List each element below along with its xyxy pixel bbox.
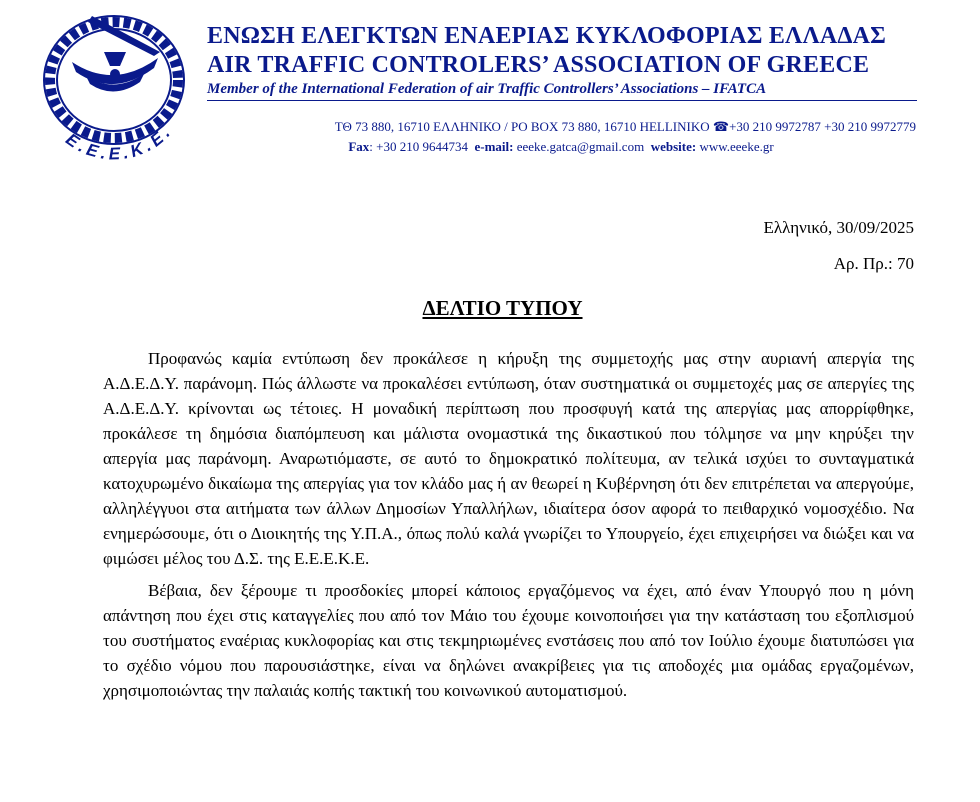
body-paragraph-1: Προφανώς καμία εντύπωση δεν προκάλεσε η κήρυξη της συμμετοχής μας στην αυριανή απεργία της Α.Δ.Ε.Δ.Υ. παράνομη. Πώς άλλωστε να προκαλέσει εντύπωση, όταν συστηματικά οι συμμετοχές μας σε απεργίες της Α.Δ.Ε.Δ.Υ. κρίνονται ως τέτοιες. Η μοναδική περίπτωση που προσφυγή κατά της απεργίας μας απορρίφθηκε, προκάλεσε τη δημόσια διαπόμπευση και μάλιστα ονομαστικά της δικαστικού που τόλμησε να μην κηρύξει την απεργία μας παράνομη. Αναρωτιόμαστε, σε αυτό το δημοκρατικό πολίτευμα, αν τελικά ισχύει το συνταγματικά κατοχυρωμένο δικαίωμα της απεργίας για τον κλάδο μας ή αν θεωρεί η Κυβέρνηση ότι δεν επιτρέπεται να απεργούμε, αλληλέγγυοι στα αιτήματα των άλλων Δημοσίων Υπαλλήλων, ιδιαίτερα όσον αφορά το πειθαρχικό νομοσχέδιο. Να ενημερώσουμε, ότι ο Διοικητής της Υ.Π.Α., όπως πολύ καλά γνωρίζει το Υπουργείο, έχει επιχειρήσει να διώξει και να φιμώσει μέλος του Δ.Σ. της Ε.Ε.Ε.Κ.Ε.	[103, 349, 914, 568]
body-paragraph-2: Βέβαια, δεν ξέρουμε τι προσδοκίες μπορεί κάποιος εργαζόμενος να έχει, από έναν Υπουργό που η μόνη απάντηση που έχει στις καταγγελίες που από τον Μάιο του έχουμε κοινοποιήσει για την κατάσταση του εξοπλισμού του συστήματος εναέριας κυκλοφορίας και στις τεκμηριωμένες ενστάσεις που από τον Ιούλιο έχουμε διατυπώσει για το σχέδιο νόμου που παρουσιάστηκε, είναι να δηλώνει ανακρίβειες για τις αποδοχές μια ομάδας εργαζομένων, χρησιμοποιώντας την παλαιάς κοπής τακτική του κοινωνικού αυτοματισμού.	[103, 581, 914, 700]
postal-address: ΤΘ 73 880, 16710 ΕΛΛΗΝΙΚΟ / PO BOX 73 880, 16710 HELLINIKO	[334, 119, 710, 134]
fax-number: : +30 210 9644734	[369, 139, 468, 154]
org-name-greek: ΕΝΩΣΗ ΕΛΕΓΚΤΩΝ ΕΝΑΕΡΙΑΣ ΚΥΚΛΟΦΟΡΙΑΣ ΕΛΛΑΔΑΣ	[207, 23, 887, 49]
protocol-number: Αρ. Πρ.: 70	[833, 254, 914, 273]
contact-address-line	[206, 118, 916, 136]
contact-fax-email-line	[206, 138, 916, 156]
press-release-body	[103, 346, 914, 710]
phone-icon: ☎	[712, 119, 730, 134]
org-name-english: AIR TRAFFIC CONTROLERS’ ASSOCIATION OF GREECE	[207, 52, 870, 78]
email-link[interactable]: eeeke.gatca@gmail.com	[516, 139, 645, 154]
logo-acronym: Ε.Ε.Ε.Κ.Ε.	[62, 121, 177, 162]
document-date: Ελληνικό, 30/09/2025	[763, 218, 914, 237]
membership-line: Member of the International Federation of air Traffic Controllers’ Associations – IFATCA	[207, 80, 917, 101]
website-label: website:	[650, 139, 697, 154]
website-link[interactable]: www.eeeke.gr	[699, 139, 774, 154]
fax-label: Fax	[348, 139, 370, 154]
letterhead	[207, 22, 917, 101]
phone-numbers: +30 210 9972787 +30 210 9972779	[729, 119, 916, 134]
association-logo	[30, 12, 198, 162]
press-release-title: ΔΕΛΤΙΟ ΤΥΠΟΥ	[422, 296, 583, 320]
email-label: e-mail:	[474, 139, 514, 154]
